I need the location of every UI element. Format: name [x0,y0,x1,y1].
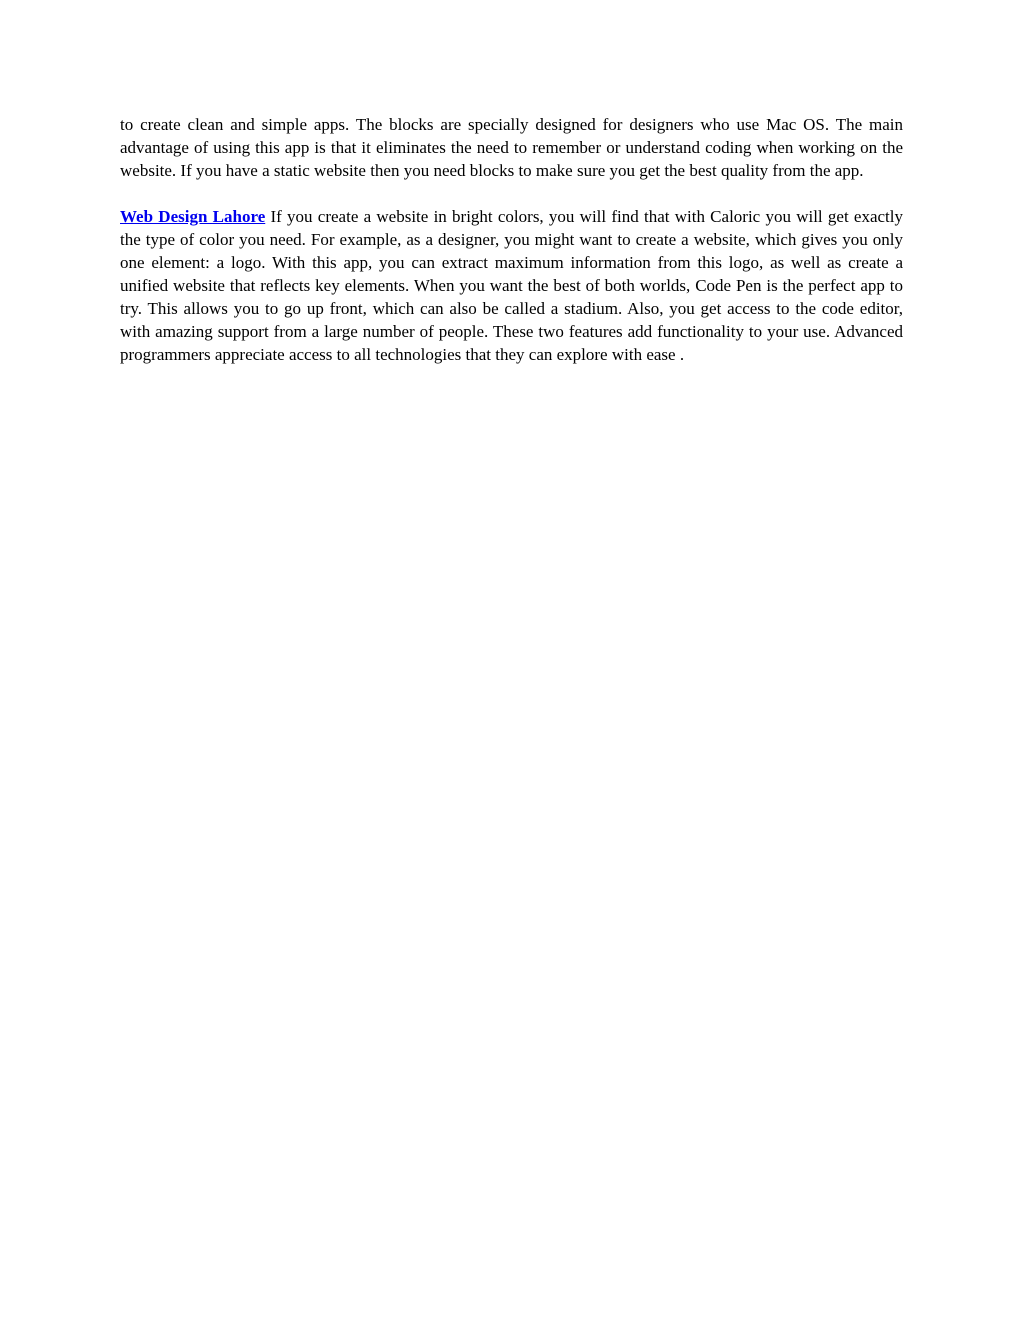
paragraph-1-text: to create clean and simple apps. The blocks are specially designed for designers who use Mac OS. The main advantage of using this app is that it eliminates the need to remember or understand coding when working on the website. If you have a static website then you need blocks to make sure you get the best quality from the app. [120,115,903,180]
paragraph-2 [120,205,903,366]
paragraph-1 [120,113,903,182]
paragraph-2-text: If you create a website in bright colors, you will find that with Caloric you will get exactly the type of color you need. For example, as a designer, you might want to create a website, which gives you only one element: a logo. With this app, you can extract maximum information from this logo, as well as create a unified website that reflects key elements. When you want the best of both worlds, Code Pen is the perfect app to try. This allows you to go up front, which can also be called a stadium. Also, you get access to the code editor, with amazing support from a large number of people. These two features add functionality to your use. Advanced programmers appreciate access to all technologies that they can explore with ease . [120,207,903,364]
web-design-lahore-link[interactable]: Web Design Lahore [120,207,266,226]
